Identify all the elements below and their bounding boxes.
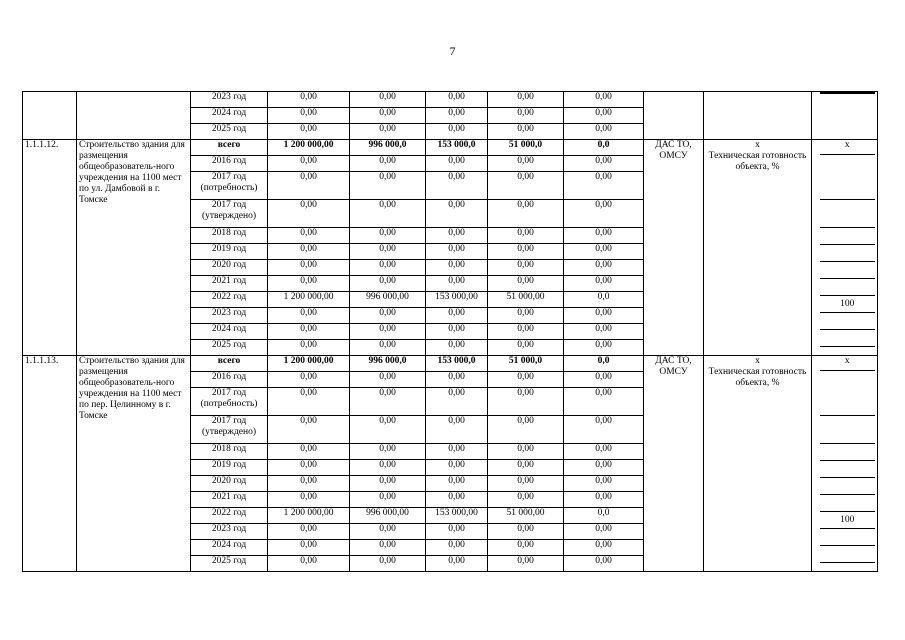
year-label: 2024 год	[191, 108, 268, 124]
amount-cell: 0,00	[268, 524, 350, 540]
amount-cell: 996 000,00	[350, 508, 426, 524]
code-cell	[23, 92, 77, 140]
amount-cell: 0,00	[488, 228, 564, 244]
year-label: 2024 год	[191, 540, 268, 556]
value-subcell	[820, 478, 876, 495]
amount-cell: 0,00	[488, 540, 564, 556]
amount-cell: 0,00	[268, 416, 350, 444]
amount-cell: 0,00	[564, 172, 644, 200]
year-label: всего	[191, 356, 268, 372]
value-subcell	[820, 279, 876, 296]
amount-cell: 0,00	[268, 460, 350, 476]
amount-cell: 0,00	[350, 108, 426, 124]
amount-cell: 0,00	[564, 276, 644, 292]
amount-cell: 0,00	[350, 524, 426, 540]
value-subcell	[820, 444, 876, 461]
amount-cell: 0,00	[488, 372, 564, 388]
indicator-values-stack	[820, 140, 876, 347]
amount-cell: 0,00	[268, 244, 350, 260]
amount-cell: 0,00	[350, 276, 426, 292]
indicator-value: 100	[820, 296, 876, 313]
amount-cell: 0,00	[350, 540, 426, 556]
amount-cell: 0,00	[268, 276, 350, 292]
amount-cell: 0,00	[426, 260, 488, 276]
year-label: 2023 год	[191, 308, 268, 324]
amount-cell: 0,00	[488, 276, 564, 292]
amount-cell: 0,00	[488, 92, 564, 108]
amount-cell: 0,00	[350, 200, 426, 228]
amount-cell: 0,00	[426, 416, 488, 444]
amount-cell: 996 000,00	[350, 292, 426, 308]
year-label: 2024 год	[191, 324, 268, 340]
table-row	[23, 356, 878, 372]
amount-cell: 0,00	[488, 416, 564, 444]
indicator-values	[818, 140, 878, 356]
amount-cell: 0,00	[564, 200, 644, 228]
amount-cell: 0,0	[564, 140, 644, 156]
value-subcell	[820, 330, 876, 347]
value-subcell	[820, 529, 876, 546]
amount-cell: 0,00	[488, 108, 564, 124]
amount-cell: 0,00	[426, 476, 488, 492]
amount-cell: 0,00	[564, 460, 644, 476]
amount-cell: 0,0	[564, 356, 644, 372]
value-subcell	[820, 371, 876, 416]
table-row	[23, 140, 878, 156]
amount-cell: 51 000,0	[488, 356, 564, 372]
amount-cell: 0,00	[268, 388, 350, 416]
amount-cell: 0,00	[426, 108, 488, 124]
year-label: 2021 год	[191, 492, 268, 508]
year-label: 2018 год	[191, 228, 268, 244]
year-label: 2016 год	[191, 372, 268, 388]
amount-cell: 0,00	[564, 260, 644, 276]
amount-cell: 0,00	[426, 444, 488, 460]
amount-cell: 0,00	[426, 492, 488, 508]
amount-cell: 0,00	[426, 372, 488, 388]
amount-cell: 0,00	[564, 372, 644, 388]
year-label: 2019 год	[191, 460, 268, 476]
year-label: всего	[191, 140, 268, 156]
executor: ДАС ТО, ОМСУ	[644, 356, 704, 572]
amount-cell: 0,00	[268, 172, 350, 200]
amount-cell: 153 000,00	[426, 508, 488, 524]
value-subcell	[820, 546, 876, 563]
year-label: 2018 год	[191, 444, 268, 460]
year-label: 2020 год	[191, 260, 268, 276]
amount-cell: 0,00	[564, 156, 644, 172]
amount-cell: 0,00	[350, 444, 426, 460]
value-subcell	[820, 262, 876, 279]
amount-cell: 0,00	[426, 540, 488, 556]
indicator-values-stack	[820, 356, 876, 563]
amount-cell: 1 200 000,00	[268, 140, 350, 156]
value-subcell	[820, 495, 876, 512]
name-cell	[77, 92, 191, 140]
amount-cell: 0,00	[350, 340, 426, 356]
amount-cell: 0,00	[488, 260, 564, 276]
year-label: 2016 год	[191, 156, 268, 172]
amount-cell: 0,00	[488, 444, 564, 460]
amount-cell: 1 200 000,00	[268, 292, 350, 308]
year-label: 2023 год	[191, 524, 268, 540]
value-subcell	[820, 461, 876, 478]
year-label: 2023 год	[191, 92, 268, 108]
amount-cell: 0,0	[564, 292, 644, 308]
indicator-cell	[704, 92, 812, 140]
amount-cell: 0,00	[350, 324, 426, 340]
year-label: 2020 год	[191, 476, 268, 492]
amount-cell: 0,00	[268, 492, 350, 508]
amount-cell: 0,00	[350, 388, 426, 416]
amount-cell: 0,00	[426, 92, 488, 108]
amount-cell: 0,00	[564, 228, 644, 244]
amount-cell: 0,00	[268, 124, 350, 140]
item-code: 1.1.1.12.	[23, 140, 77, 356]
amount-cell: 0,00	[268, 444, 350, 460]
amount-cell: 0,00	[488, 124, 564, 140]
amount-cell: 0,00	[564, 416, 644, 444]
amount-cell: 0,00	[350, 260, 426, 276]
value-subcell	[820, 245, 876, 262]
amount-cell: 996 000,0	[350, 356, 426, 372]
amount-cell: 153 000,0	[426, 356, 488, 372]
indicator-cell	[704, 140, 812, 356]
amount-cell: 0,00	[564, 524, 644, 540]
amount-cell: 0,00	[488, 308, 564, 324]
amount-cell: 0,00	[488, 492, 564, 508]
year-label: 2025 год	[191, 556, 268, 572]
amount-cell: 0,00	[564, 492, 644, 508]
amount-cell: 0,00	[268, 200, 350, 228]
amount-cell: 0,00	[426, 200, 488, 228]
amount-cell: 0,00	[488, 156, 564, 172]
amount-cell: 0,00	[268, 156, 350, 172]
amount-cell: 0,00	[488, 200, 564, 228]
indicator-header-value: х	[820, 140, 876, 155]
amount-cell: 0,00	[426, 524, 488, 540]
amount-cell: 0,00	[564, 308, 644, 324]
amount-cell: 1 200 000,00	[268, 508, 350, 524]
amount-cell: 0,00	[268, 340, 350, 356]
page-number: 7	[449, 44, 456, 58]
amount-cell: 0,00	[350, 556, 426, 572]
value-subcell	[820, 200, 876, 228]
indicator-values	[818, 92, 878, 140]
amount-cell: 0,00	[488, 556, 564, 572]
amount-cell: 0,00	[564, 244, 644, 260]
amount-cell: 0,00	[268, 228, 350, 244]
amount-cell: 0,00	[350, 92, 426, 108]
amount-cell: 0,00	[426, 340, 488, 356]
indicator-value: 100	[820, 512, 876, 529]
amount-cell: 996 000,0	[350, 140, 426, 156]
amount-cell: 0,00	[350, 228, 426, 244]
value-subcell	[820, 313, 876, 330]
amount-cell: 0,00	[564, 444, 644, 460]
amount-cell: 0,00	[564, 108, 644, 124]
amount-cell: 0,00	[564, 476, 644, 492]
amount-cell: 0,00	[350, 372, 426, 388]
amount-cell: 0,00	[488, 388, 564, 416]
amount-cell: 0,00	[426, 228, 488, 244]
item-name: Строительство здания для размещения общеобразователь-ного учреждения на 1100 мест по пер. Целинному в г. Томске	[77, 356, 191, 572]
year-label: 2017 год (потребность)	[191, 172, 268, 200]
budget-table-body	[23, 92, 878, 572]
executor-cell	[644, 92, 704, 140]
amount-cell: 0,00	[268, 556, 350, 572]
indicator-header: х	[755, 356, 760, 366]
indicator-values	[818, 356, 878, 572]
amount-cell: 0,00	[426, 156, 488, 172]
amount-cell: 0,00	[488, 476, 564, 492]
value-subcell	[820, 416, 876, 444]
amount-cell: 0,00	[426, 556, 488, 572]
amount-cell: 0,00	[488, 244, 564, 260]
amount-cell: 51 000,00	[488, 292, 564, 308]
amount-cell: 0,00	[488, 524, 564, 540]
amount-cell: 51 000,00	[488, 508, 564, 524]
amount-cell: 0,00	[564, 340, 644, 356]
budget-table	[22, 91, 878, 572]
value-subcell	[820, 93, 876, 94]
amount-cell: 0,00	[350, 308, 426, 324]
year-label: 2025 год	[191, 340, 268, 356]
amount-cell: 0,00	[426, 244, 488, 260]
amount-cell: 0,00	[350, 460, 426, 476]
year-label: 2022 год	[191, 508, 268, 524]
amount-cell: 0,00	[268, 108, 350, 124]
table-row	[23, 92, 878, 108]
amount-cell: 0,00	[488, 172, 564, 200]
amount-cell: 0,00	[268, 476, 350, 492]
amount-cell: 0,00	[426, 172, 488, 200]
amount-cell: 0,00	[350, 172, 426, 200]
year-label: 2017 год (утверждено)	[191, 200, 268, 228]
amount-cell: 0,00	[488, 460, 564, 476]
indicator-name: Техническая готовность объекта, %	[708, 151, 807, 172]
amount-cell: 0,00	[350, 416, 426, 444]
amount-cell: 0,00	[268, 260, 350, 276]
year-label: 2017 год (потребность)	[191, 388, 268, 416]
year-label: 2017 год (утверждено)	[191, 416, 268, 444]
amount-cell: 0,00	[350, 156, 426, 172]
amount-cell: 0,0	[564, 508, 644, 524]
amount-cell: 0,00	[488, 340, 564, 356]
amount-cell: 0,00	[268, 308, 350, 324]
amount-cell: 0,00	[350, 492, 426, 508]
amount-cell: 0,00	[426, 276, 488, 292]
value-subcell	[820, 228, 876, 245]
indicator-header: х	[755, 140, 760, 150]
amount-cell: 0,00	[268, 540, 350, 556]
amount-cell: 0,00	[426, 124, 488, 140]
indicator-name: Техническая готовность объекта, %	[708, 367, 807, 388]
amount-cell: 0,00	[564, 124, 644, 140]
amount-cell: 0,00	[426, 324, 488, 340]
amount-cell: 153 000,0	[426, 140, 488, 156]
amount-cell: 0,00	[350, 244, 426, 260]
amount-cell: 0,00	[426, 388, 488, 416]
executor: ДАС ТО, ОМСУ	[644, 140, 704, 356]
amount-cell: 0,00	[268, 372, 350, 388]
amount-cell: 0,00	[268, 324, 350, 340]
amount-cell: 0,00	[564, 540, 644, 556]
amount-cell: 0,00	[268, 92, 350, 108]
indicator-values-stack	[820, 92, 876, 94]
amount-cell: 153 000,00	[426, 292, 488, 308]
indicator-header-value: х	[820, 356, 876, 371]
item-name: Строительство здания для размещения общеобразователь-ного учреждения на 1100 мест по ул. Дамбовой в г. Томске	[77, 140, 191, 356]
amount-cell: 0,00	[488, 324, 564, 340]
year-label: 2019 год	[191, 244, 268, 260]
amount-cell: 1 200 000,00	[268, 356, 350, 372]
amount-cell: 0,00	[350, 124, 426, 140]
item-code: 1.1.1.13.	[23, 356, 77, 572]
amount-cell: 0,00	[564, 388, 644, 416]
year-label: 2025 год	[191, 124, 268, 140]
amount-cell: 0,00	[426, 460, 488, 476]
amount-cell: 51 000,0	[488, 140, 564, 156]
indicator-cell	[704, 356, 812, 572]
amount-cell: 0,00	[350, 476, 426, 492]
amount-cell: 0,00	[426, 308, 488, 324]
value-subcell	[820, 155, 876, 200]
year-label: 2021 год	[191, 276, 268, 292]
amount-cell: 0,00	[564, 556, 644, 572]
amount-cell: 0,00	[564, 324, 644, 340]
year-label: 2022 год	[191, 292, 268, 308]
amount-cell: 0,00	[564, 92, 644, 108]
